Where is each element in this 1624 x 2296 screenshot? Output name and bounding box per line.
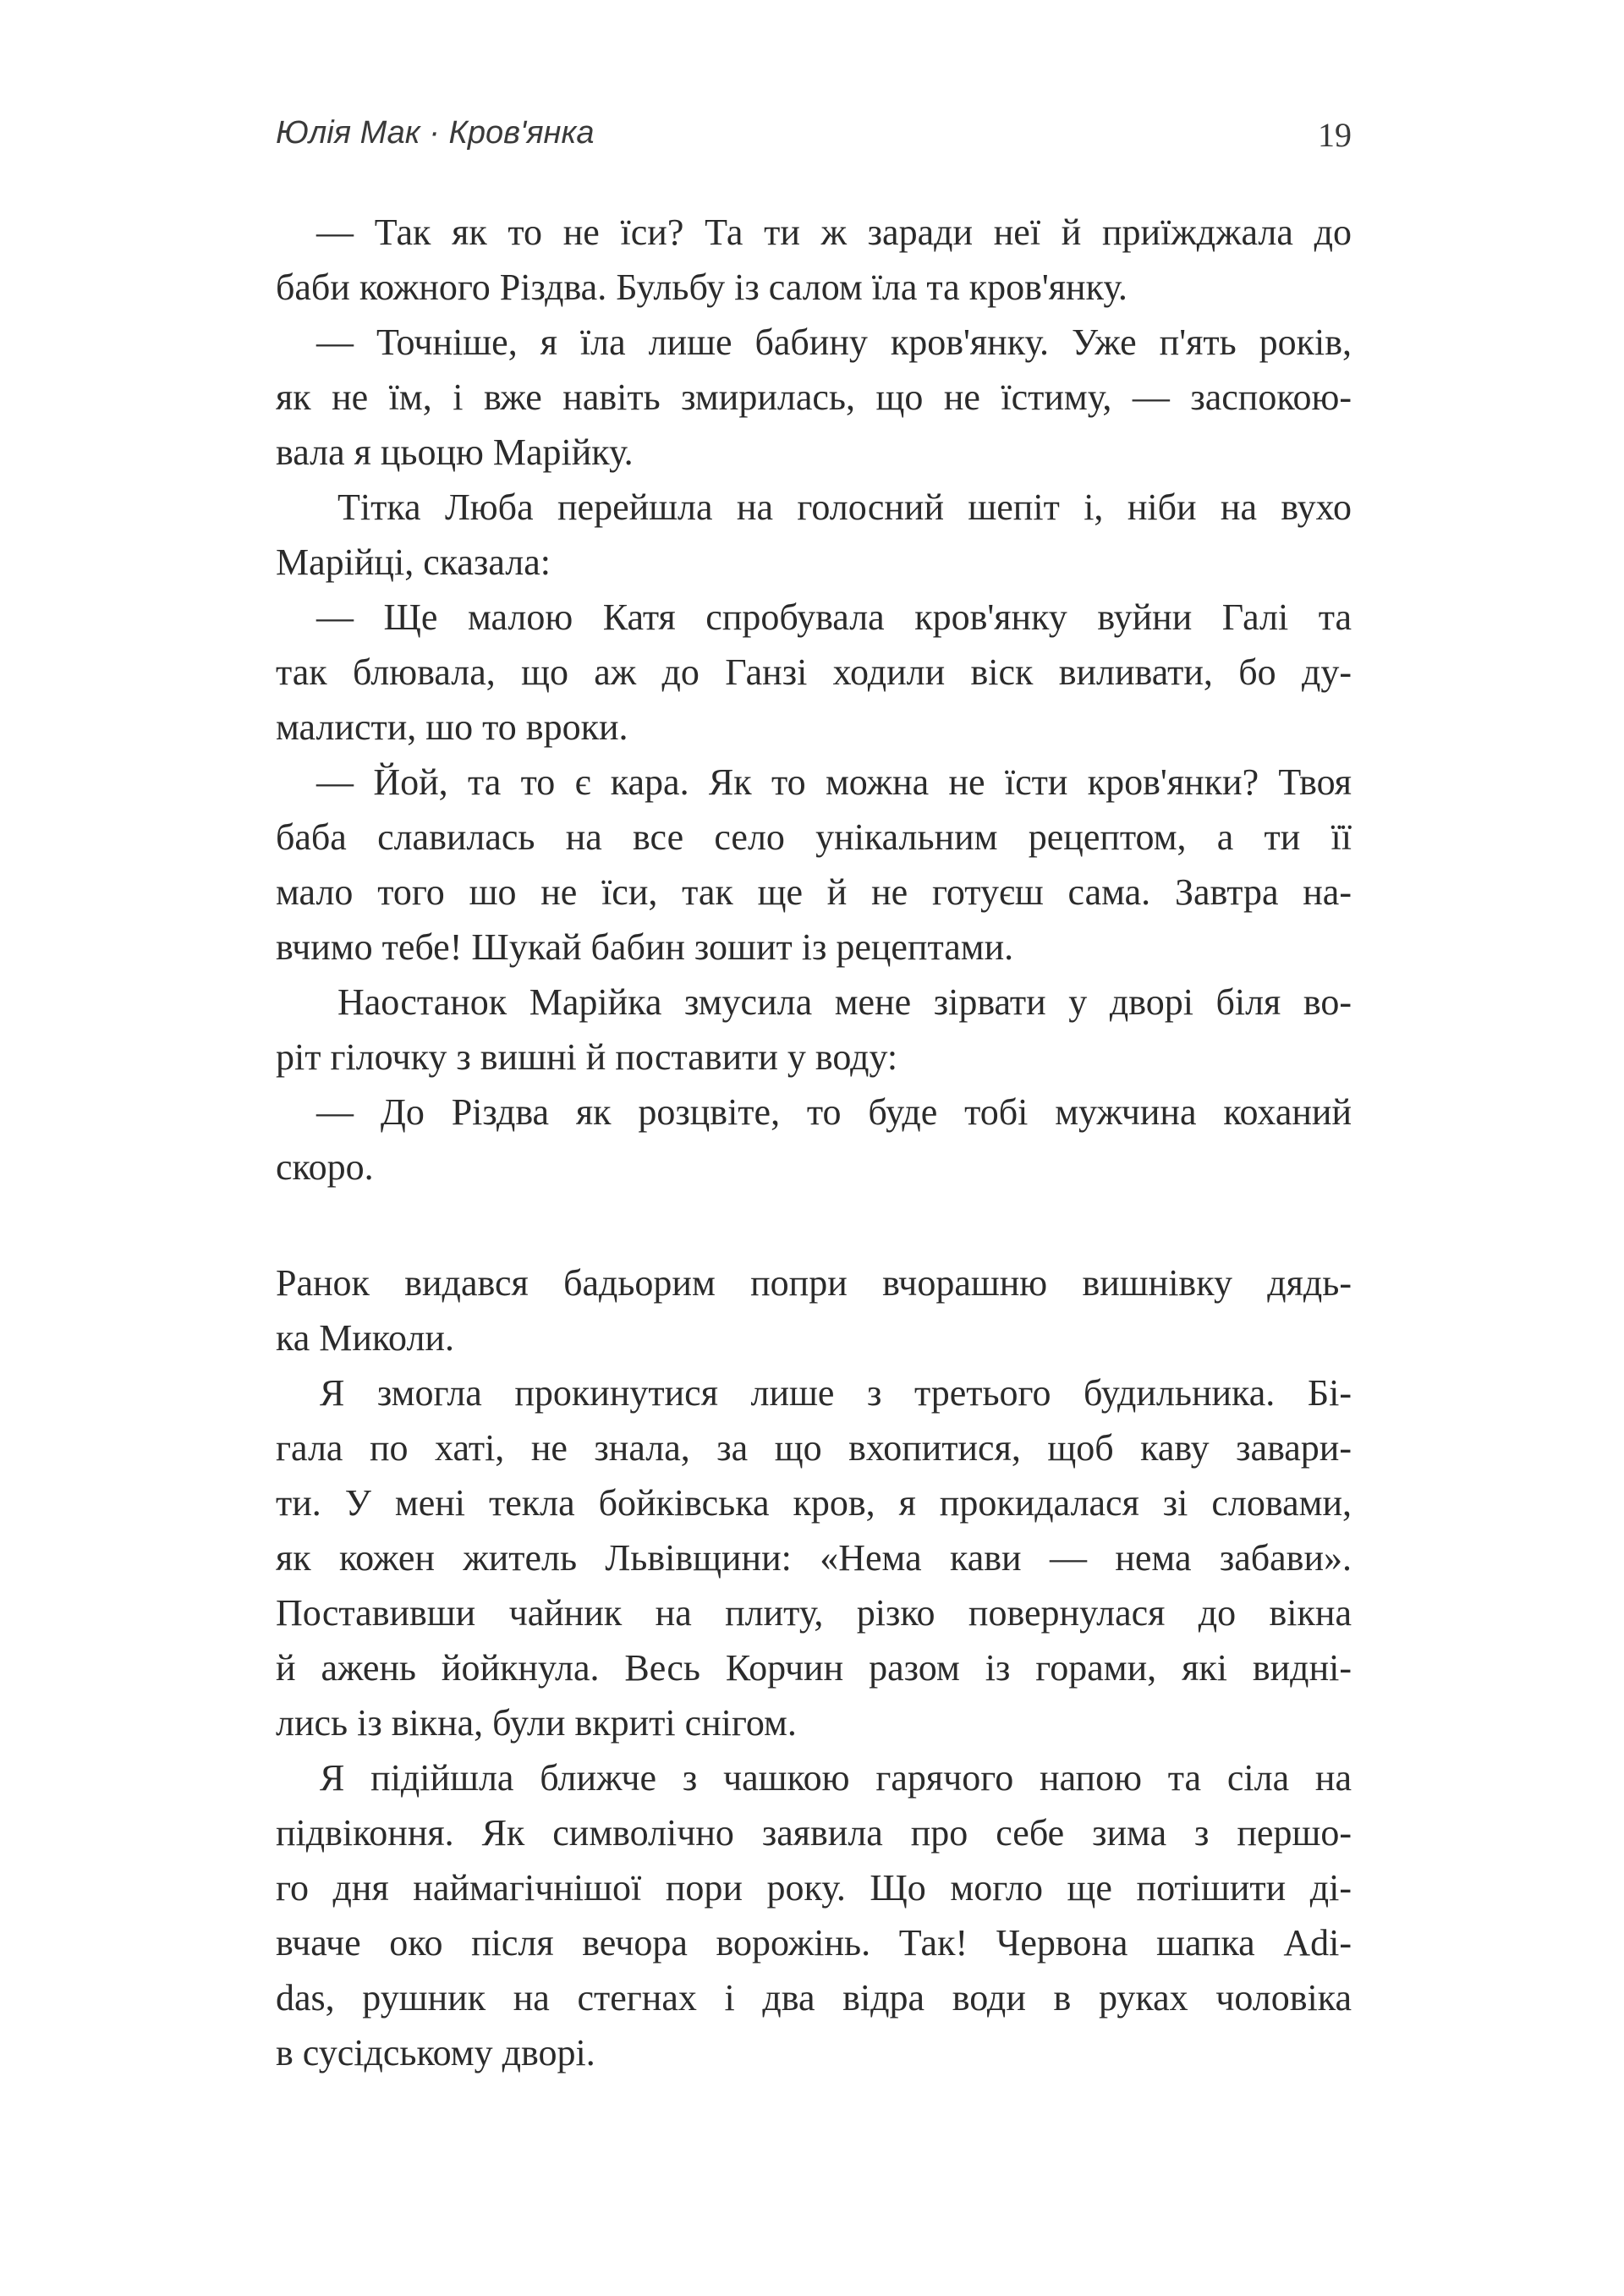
text-line: баби кожного Різдва. Бульбу із салом їла та кров'янку. xyxy=(276,266,1127,308)
text-line: ріт гілочку з вишні й поставити у воду: xyxy=(276,1036,898,1078)
text-line: гала по хаті, не знала, за що вхопитися, щоб каву завари- xyxy=(276,1427,1352,1469)
paragraph xyxy=(276,1255,1352,1365)
text-line: як кожен житель Львівщини: «Нема кави — нема забави». xyxy=(276,1537,1352,1579)
text-line: ка Миколи. xyxy=(276,1317,454,1359)
text-line: так блювала, що аж до Ганзі ходили віск виливати, бо ду- xyxy=(276,651,1352,693)
paragraph xyxy=(276,590,1352,755)
text-line: в сусідському дворі. xyxy=(276,2032,595,2074)
paragraph xyxy=(276,315,1352,480)
text-line: підвіконня. Як символічно заявила про себе зима з першо- xyxy=(276,1812,1352,1854)
paragraph xyxy=(276,975,1352,1085)
text-line: го дня наймагічнішої пори року. Що могло ще потішити ді- xyxy=(276,1867,1352,1909)
text-line: баба славилась на все село унікальним рецептом, а ти її xyxy=(276,816,1352,858)
paragraph xyxy=(276,480,1352,590)
text-line: — Йой, та то є кара. Як то можна не їсти кров'янки? Твоя xyxy=(316,761,1352,803)
running-title: Юлія Мак · Кров'янка xyxy=(276,115,595,151)
text-line: вала я цьоцю Марійку. xyxy=(276,431,634,473)
text-line: — Точніше, я їла лише бабину кров'янку. Уже п'ять років, xyxy=(316,321,1352,363)
text-line: лись із вікна, були вкриті снігом. xyxy=(276,1702,797,1744)
paragraph xyxy=(276,1365,1352,1750)
text-line: вчаче око після вечора ворожінь. Так! Червона шапка Adi- xyxy=(276,1922,1352,1964)
text-line: Тітка Люба перейшла на голосний шепіт і, ніби на вухо xyxy=(337,486,1352,528)
text-line: й ажень йойкнула. Весь Корчин разом із горами, які видні- xyxy=(276,1647,1352,1689)
text-section-1 xyxy=(276,205,1352,1195)
text-line: Марійці, сказала: xyxy=(276,541,551,583)
paragraph xyxy=(276,1750,1352,2080)
text-line: — До Різдва як розцвіте, то буде тобі мужчина коханий xyxy=(316,1091,1352,1133)
text-line: мало того шо не їси, так ще й не готуєш сама. Завтра на- xyxy=(276,871,1352,913)
text-line: — Так як то не їси? Та ти ж заради неї й приїжджала до xyxy=(316,211,1352,253)
text-line: Я підійшла ближче з чашкою гарячого напою та сіла на xyxy=(320,1757,1352,1799)
text-line: Ранок видався бадьорим попри вчорашню вишнівку дядь- xyxy=(276,1262,1352,1304)
page-number: 19 xyxy=(1318,116,1352,154)
text-line: ти. У мені текла бойківська кров, я прокидалася зі словами, xyxy=(276,1482,1352,1524)
paragraph xyxy=(276,1085,1352,1195)
text-line: das, рушник на стегнах і два відра води в руках чоловіка xyxy=(276,1977,1352,2019)
text-line: вчимо тебе! Шукай бабин зошит із рецептами. xyxy=(276,926,1014,968)
text-line: як не їм, і вже навіть змирилась, що не їстиму, — заспокою- xyxy=(276,376,1352,418)
text-line: малисти, шо то вроки. xyxy=(276,706,628,748)
paragraph xyxy=(276,755,1352,975)
text-line: Поставивши чайник на плиту, різко повернулася до вікна xyxy=(276,1592,1352,1634)
text-section-2 xyxy=(276,1255,1352,2080)
text-line: скоро. xyxy=(276,1146,374,1188)
text-line: Я змогла прокинутися лише з третього будильника. Бі- xyxy=(320,1372,1352,1414)
paragraph xyxy=(276,205,1352,315)
text-line: — Ще малою Катя спробувала кров'янку вуйни Галі та xyxy=(316,596,1352,638)
text-line: Наостанок Марійка змусила мене зірвати у дворі біля во- xyxy=(337,981,1352,1023)
